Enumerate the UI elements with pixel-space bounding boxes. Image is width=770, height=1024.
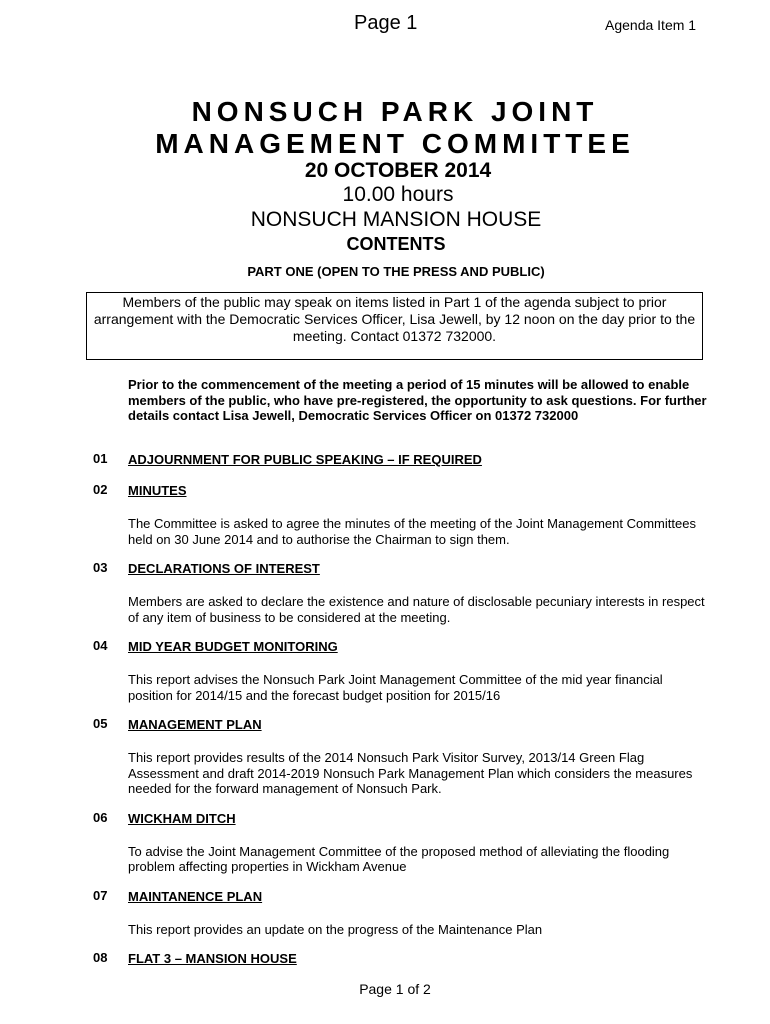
item-number: 08 xyxy=(93,950,108,965)
item-description: To advise the Joint Management Committee of the proposed method of alleviating the flooding problem affecting properties in Wickham Avenue xyxy=(128,843,670,874)
document-title xyxy=(0,96,770,160)
meeting-venue: NONSUCH MANSION HOUSE xyxy=(250,208,542,231)
public-speaking-notice: Members of the public may speak on items listed in Part 1 of the agenda subject to prior arrangement with the Democratic Services Officer, Lisa Jewell, by 12 noon on the day prior to the meeting. Contact 01372 732000. xyxy=(86,292,703,360)
agenda-item-04 xyxy=(0,638,770,703)
agenda-item-label: Agenda Item 1 xyxy=(605,17,697,33)
item-number: 07 xyxy=(93,887,108,903)
item-heading: MANAGEMENT PLAN xyxy=(128,717,262,732)
agenda-item-05 xyxy=(0,716,770,797)
item-heading: DECLARATIONS OF INTEREST xyxy=(128,561,320,576)
page-footer: Page 1 of 2 xyxy=(359,981,431,997)
item-number: 05 xyxy=(93,716,108,731)
item-heading: WICKHAM DITCH xyxy=(128,810,236,826)
intro-paragraph: Prior to the commencement of the meeting a period of 15 minutes will be allowed to enable members of the public, who have pre-registered, the opportunity to ask questions. For further details contact Lisa Jewell, Democratic Services Officer on 01372 732000 xyxy=(128,377,707,423)
item-description: Members are asked to declare the existence and nature of disclosable pecuniary interests in respect of any item of business to be considered at the meeting. xyxy=(128,594,705,625)
contents-heading: CONTENTS xyxy=(346,234,446,254)
item-heading: MAINTANENCE PLAN xyxy=(128,888,263,904)
agenda-item-07 xyxy=(0,888,770,938)
agenda-item-01 xyxy=(0,451,770,469)
agenda-item-02 xyxy=(0,482,770,547)
item-heading: MINUTES xyxy=(128,483,187,498)
item-number: 03 xyxy=(93,560,108,575)
agenda-list xyxy=(0,451,770,981)
item-number: 04 xyxy=(93,638,108,653)
agenda-item-08 xyxy=(0,950,770,968)
agenda-item-06 xyxy=(0,810,770,875)
item-number: 02 xyxy=(93,482,108,497)
item-description: The Committee is asked to agree the minutes of the meeting of the Joint Management Committees held on 30 June 2014 and to authorise the Chairman to sign them. xyxy=(128,516,696,547)
agenda-item-03 xyxy=(0,560,770,625)
item-description: This report provides results of the 2014 Nonsuch Park Visitor Survey, 2013/14 Green Flag Assessment and draft 2014-2019 Nonsuch Park Management Plan which considers the measures needed for the forward management of Nonsuch Park. xyxy=(128,750,693,796)
meeting-date: 20 OCTOBER 2014 xyxy=(304,159,492,182)
item-heading: FLAT 3 – MANSION HOUSE xyxy=(128,951,297,966)
item-heading: MID YEAR BUDGET MONITORING xyxy=(128,639,338,654)
item-description: This report advises the Nonsuch Park Joint Management Committee of the mid year financial position for 2014/15 and the forecast budget position for 2015/16 xyxy=(128,672,663,703)
item-number: 01 xyxy=(93,451,108,466)
page-label: Page 1 xyxy=(354,12,418,34)
title-line-1: NONSUCH PARK JOINT xyxy=(191,96,599,127)
item-description: This report provides an update on the progress of the Maintenance Plan xyxy=(128,921,543,937)
title-line-2: MANAGEMENT COMMITTEE xyxy=(155,128,635,159)
item-heading: ADJOURNMENT FOR PUBLIC SPEAKING – IF REQUIRED xyxy=(128,452,482,467)
item-number: 06 xyxy=(93,809,108,825)
part-one-heading: PART ONE (OPEN TO THE PRESS AND PUBLIC) xyxy=(247,264,545,279)
meeting-time: 10.00 hours xyxy=(342,183,454,206)
